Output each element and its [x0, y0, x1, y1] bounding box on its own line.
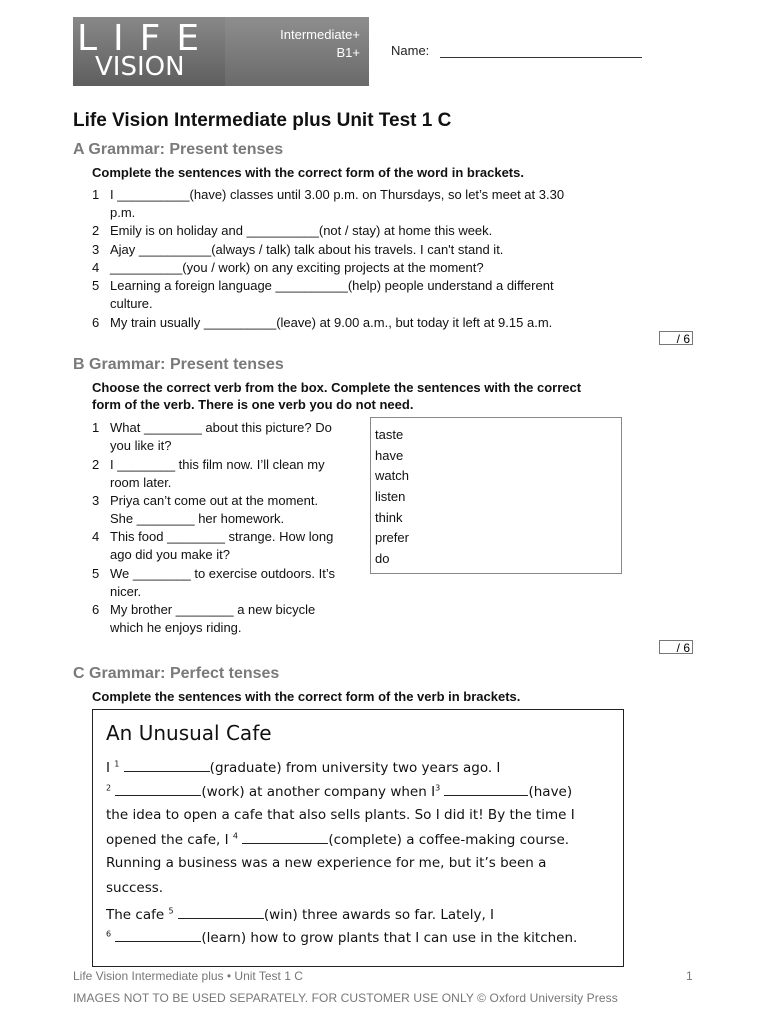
- section-a-instruction: Complete the sentences with the correct form of the word in brackets.: [92, 165, 524, 180]
- gap-number: 6: [106, 929, 112, 939]
- text-fragment: (learn) how to grow plants that I can use in the kitchen.: [201, 930, 578, 946]
- item-text: I __________(have) classes until 3.00 p.m. on Thursdays, so let’s meet at 3.30: [110, 187, 565, 202]
- section-b-letter: B: [73, 356, 85, 373]
- text-line: success.: [106, 880, 164, 896]
- text-fragment: The cafe: [106, 907, 165, 923]
- gap-1[interactable]: [124, 759, 210, 772]
- gap-5[interactable]: [178, 906, 264, 919]
- section-b-heading: [73, 356, 284, 374]
- gap-2[interactable]: [115, 783, 201, 796]
- item-number: 6: [92, 315, 100, 330]
- page-title: Life Vision Intermediate plus Unit Test 1 C: [73, 110, 452, 131]
- gap-number: 5: [168, 906, 174, 916]
- item-text-cont: She ________ her homework.: [110, 511, 285, 526]
- item-number: 6: [92, 602, 100, 617]
- item-text: Learning a foreign language __________(help) people understand a different: [110, 278, 554, 293]
- item-number: 4: [92, 529, 100, 544]
- list-item: [92, 419, 362, 455]
- list-item: [92, 456, 362, 492]
- item-text: Priya can’t come out at the moment.: [110, 493, 319, 508]
- level-line-2: B1+: [336, 45, 360, 60]
- name-label: Name:: [391, 43, 430, 58]
- level-line-1: Intermediate+: [280, 27, 360, 42]
- item-number: 3: [92, 493, 100, 508]
- box-word: think: [375, 510, 403, 525]
- item-text: Emily is on holiday and __________(not / stay) at home this week.: [110, 223, 493, 238]
- instruction-line-2: form of the verb. There is one verb you do not need.: [92, 397, 414, 412]
- list-item: [92, 259, 632, 277]
- list-item: [92, 222, 632, 240]
- box-word: watch: [375, 468, 409, 483]
- item-text: My train usually __________(leave) at 9.00 a.m., but today it left at 9.15 a.m.: [110, 315, 553, 330]
- item-number: 2: [92, 457, 100, 472]
- item-text: I ________ this film now. I’ll clean my: [110, 457, 325, 472]
- item-text-cont: nicer.: [110, 584, 142, 599]
- list-item: [92, 314, 632, 332]
- item-number: 5: [92, 278, 100, 293]
- list-item: [92, 186, 632, 222]
- logo-life-text: LIFE: [77, 18, 216, 59]
- item-number: 3: [92, 242, 100, 257]
- gap-4[interactable]: [242, 831, 328, 844]
- item-text: We ________ to exercise outdoors. It’s: [110, 566, 335, 581]
- level-label: [230, 26, 360, 62]
- word-box: [370, 417, 622, 574]
- item-text-cont: culture.: [110, 296, 153, 311]
- item-text-cont: ago did you make it?: [110, 547, 230, 562]
- text-line: the idea to open a cafe that also sells plants. So I did it! By the time I: [106, 807, 575, 823]
- box-word: have: [375, 448, 404, 463]
- item-text-cont: you like it?: [110, 438, 172, 453]
- copyright-notice: IMAGES NOT TO BE USED SEPARATELY. FOR CUSTOMER USE ONLY © Oxford University Press: [73, 991, 618, 1005]
- section-c-letter: C: [73, 665, 85, 682]
- instruction-line-1: Choose the correct verb from the box. Complete the sentences with the correct: [92, 380, 582, 395]
- list-item: [92, 492, 362, 528]
- item-text: This food ________ strange. How long: [110, 529, 334, 544]
- item-text: Ajay __________(always / talk) talk about his travels. I can't stand it.: [110, 242, 504, 257]
- text-fragment: (have): [528, 784, 573, 800]
- item-text-cont: p.m.: [110, 205, 136, 220]
- text-fragment: (work) at another company when I: [201, 784, 436, 800]
- item-text-cont: room later.: [110, 475, 172, 490]
- score-box-a[interactable]: / 6: [659, 331, 693, 345]
- text-fragment: (graduate) from university two years ago. I: [209, 760, 501, 776]
- text-line: [106, 831, 569, 848]
- box-word: listen: [375, 489, 406, 504]
- gap-number: 1: [114, 759, 120, 769]
- list-item: [92, 528, 362, 564]
- list-item: [92, 241, 632, 259]
- name-field[interactable]: [440, 57, 642, 58]
- list-item: [92, 565, 362, 601]
- text-title: An Unusual Cafe: [106, 721, 272, 745]
- item-text: My brother ________ a new bicycle: [110, 602, 316, 617]
- section-c-instruction: Complete the sentences with the correct form of the verb in brackets.: [92, 689, 521, 704]
- list-item: [92, 601, 362, 637]
- gap-6[interactable]: [115, 929, 201, 942]
- text-fragment: (win) three awards so far. Lately, I: [263, 907, 495, 923]
- section-c-heading: [73, 665, 279, 683]
- logo-vision-text: VISION: [95, 52, 185, 82]
- box-word: do: [375, 551, 390, 566]
- section-a-letter: A: [73, 141, 84, 158]
- text-fragment: I: [106, 760, 110, 776]
- gap-number: 3: [435, 783, 441, 793]
- item-number: 5: [92, 566, 100, 581]
- item-number: 4: [92, 260, 100, 275]
- item-number: 1: [92, 187, 100, 202]
- gap-3[interactable]: [444, 783, 528, 796]
- text-line: [106, 783, 572, 800]
- footer-title: Life Vision Intermediate plus • Unit Test 1 C: [73, 969, 303, 983]
- item-text-cont: which he enjoys riding.: [110, 620, 242, 635]
- list-item: [92, 277, 632, 313]
- item-text: What ________ about this picture? Do: [110, 420, 332, 435]
- text-line: Running a business was a new experience for me, but it’s been a: [106, 855, 547, 871]
- box-word: prefer: [375, 530, 409, 545]
- text-line: [106, 929, 577, 946]
- section-b-instruction: [92, 379, 581, 413]
- section-c-title: Grammar: Perfect tenses: [89, 665, 280, 682]
- item-text: __________(you / work) on any exciting projects at the moment?: [110, 260, 484, 275]
- page-number: 1: [686, 969, 693, 983]
- section-b-title: Grammar: Present tenses: [89, 356, 284, 373]
- text-line: [106, 906, 494, 923]
- text-fragment: (complete) a coffee-making course.: [328, 832, 570, 848]
- item-number: 1: [92, 420, 100, 435]
- score-box-b[interactable]: / 6: [659, 640, 693, 654]
- gap-number: 2: [106, 783, 112, 793]
- gap-number: 4: [232, 831, 239, 841]
- box-word: taste: [375, 427, 404, 442]
- text-line: [106, 759, 500, 776]
- text-fragment: opened the cafe, I: [106, 832, 229, 848]
- section-a-heading: [73, 141, 283, 159]
- section-a-title: Grammar: Present tenses: [88, 141, 284, 158]
- item-number: 2: [92, 223, 100, 238]
